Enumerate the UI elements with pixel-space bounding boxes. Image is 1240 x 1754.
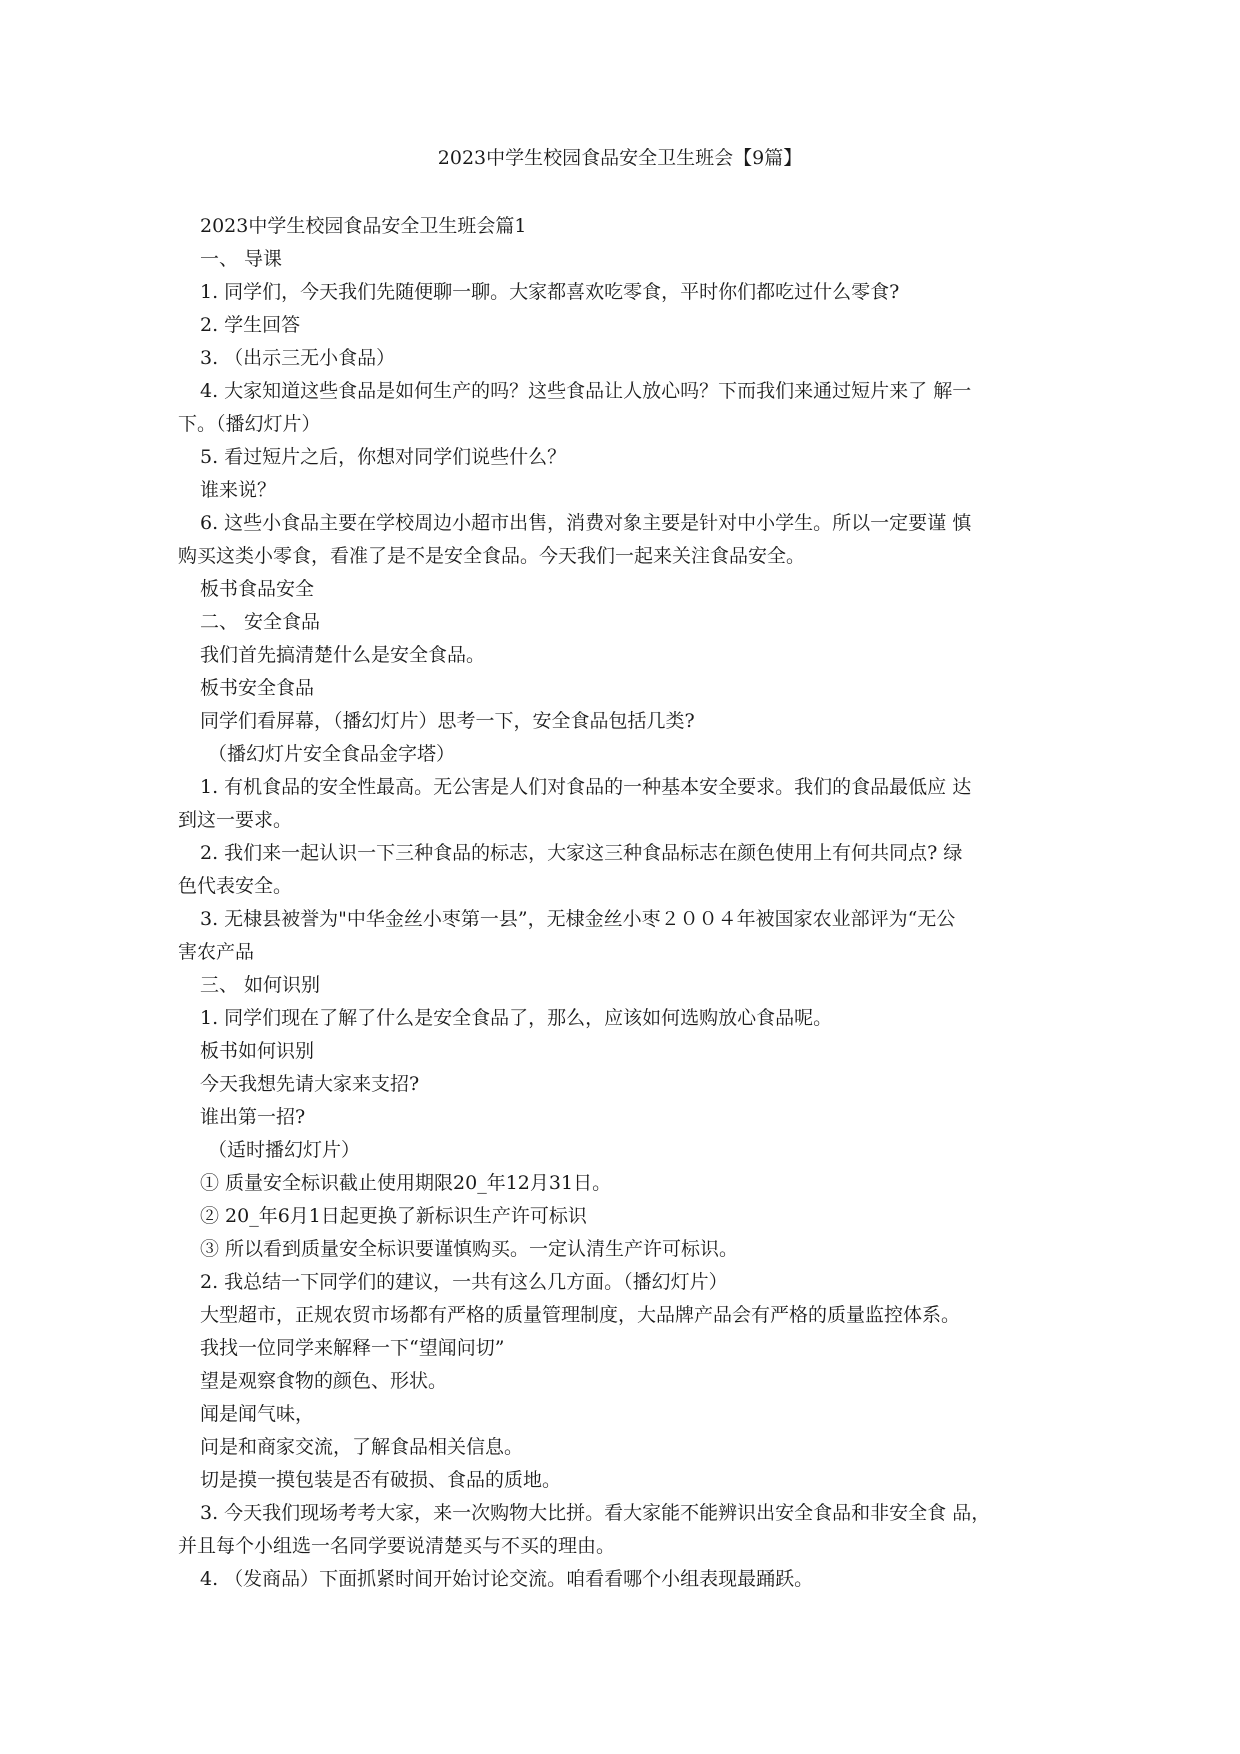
paragraph-line: 板书如何识别 [200, 1040, 315, 1062]
document-body [178, 210, 1075, 1596]
paragraph-line: 同学们看屏幕，（播幻灯片）思考一下，安全食品包括几类? [200, 710, 695, 732]
list-item: 4. 大家知道这些食品是如何生产的吗？这些食品让人放心吗？下而我们来通过短片来了 解一 [200, 380, 972, 402]
subheading: 三、 如何识别 [200, 974, 321, 996]
list-item: 3. （出示三无小食品） [200, 347, 396, 369]
list-item-continuation: 下。（播幻灯片） [178, 413, 321, 435]
paragraph-line: （播幻灯片安全食品金字塔） [208, 743, 456, 765]
list-item-continuation: 购买这类小零食，看准了是不是安全食品。今天我们一起来关注食品安全。 [178, 545, 806, 567]
list-item: 3. 今天我们现场考考大家，来一次购物大比拼。看大家能不能辨识出安全食品和非安全食 品， [200, 1502, 991, 1524]
document-title: 2023中学生校园食品安全卫生班会【9篇】 [437, 147, 803, 169]
list-item: 1. 同学们，今天我们先随便聊一聊。大家都喜欢吃零食，平时你们都吃过什么零食? [200, 281, 900, 303]
paragraph-line: 谁来说？ [200, 479, 277, 501]
list-item: 5. 看过短片之后，你想对同学们说些什么？ [200, 446, 567, 468]
paragraph-line: 闻是闻气味， [200, 1403, 315, 1425]
paragraph-line: 望是观察食物的颜色、形状。 [200, 1370, 448, 1392]
list-item: 2. 我们来一起认识一下三种食品的标志，大家这三种食品标志在颜色使用上有何共同点? 绿 [200, 842, 963, 864]
list-item: ② 20_年6月1日起更换了新标识生产许可标识 [200, 1205, 587, 1227]
subheading: 一、 导课 [200, 248, 283, 270]
paragraph-line: 我们首先搞清楚什么是安全食品。 [200, 644, 486, 666]
paragraph-line: 板书安全食品 [200, 677, 315, 699]
list-item: 6. 这些小食品主要在学校周边小超市出售，消费对象主要是针对中小学生。所以一定要谨 慎 [200, 512, 972, 534]
paragraph-line: 板书食品安全 [200, 578, 315, 600]
list-item-continuation: 害农产品 [178, 941, 255, 963]
paragraph-line: 切是摸一摸包装是否有破损、食品的质地。 [200, 1469, 562, 1491]
list-item: 2. 学生回答 [200, 314, 301, 336]
list-item-continuation: 并且每个小组选一名同学要说清楚买与不买的理由。 [178, 1535, 616, 1557]
list-item-continuation: 到这一要求。 [178, 809, 293, 831]
list-item: 2. 我总结一下同学们的建议，一共有这么几方面。（播幻灯片） [200, 1271, 728, 1293]
paragraph-line: 问是和商家交流，了解食品相关信息。 [200, 1436, 524, 1458]
section-heading: 2023中学生校园食品安全卫生班会篇1 [200, 215, 527, 237]
subheading: 二、 安全食品 [200, 611, 321, 633]
list-item-continuation: 色代表安全。 [178, 875, 293, 897]
paragraph-line: 大型超市，正规农贸市场都有严格的质量管理制度，大品牌产品会有严格的质量监控体系。 [200, 1304, 961, 1326]
list-item: 1. 有机食品的安全性最高。无公害是人们对食品的一种基本安全要求。我们的食品最低应 达 [200, 776, 972, 798]
paragraph-line: 我找一位同学来解释一下“望闻问切” [200, 1337, 505, 1359]
list-item: ① 质量安全标识截止使用期限20_年12月31日。 [200, 1172, 612, 1194]
paragraph-line: 谁出第一招? [200, 1106, 306, 1128]
list-item: 4. （发商品）下面抓紧时间开始讨论交流。咱看看哪个小组表现最踊跃。 [200, 1568, 814, 1590]
paragraph-line: 今天我想先请大家来支招? [200, 1073, 420, 1095]
paragraph-line: （适时播幻灯片） [208, 1139, 361, 1161]
list-item: ③ 所以看到质量安全标识要谨慎购买。一定认清生产许可标识。 [200, 1238, 739, 1260]
list-item: 3. 无棣县被誉为"中华金丝小枣第一县”，无棣金丝小枣２００４年被国家农业部评为“无公 [200, 908, 956, 930]
list-item: 1. 同学们现在了解了什么是安全食品了，那么，应该如何选购放心食品呢。 [200, 1007, 833, 1029]
